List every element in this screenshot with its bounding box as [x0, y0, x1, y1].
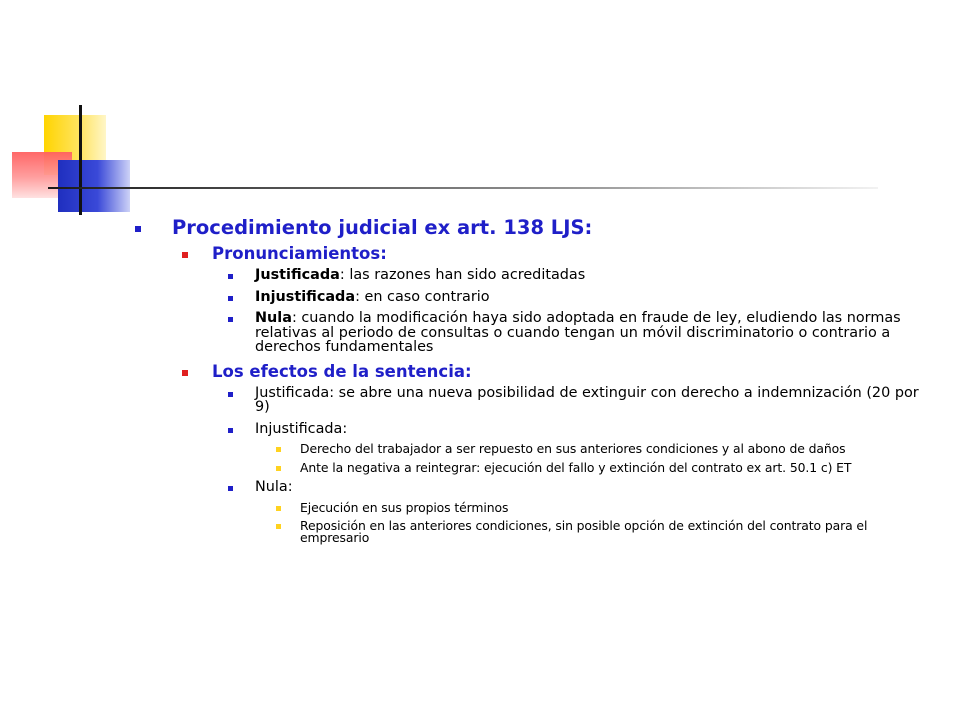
- item-term: Nula: [255, 310, 292, 326]
- section-heading: [135, 243, 935, 265]
- section-heading: [135, 361, 935, 383]
- item-text: Justificada: se abre una nueva posibilidad de extinguir con derecho a indemnización (20 por 9): [255, 384, 919, 415]
- item-text: Injustificada:: [255, 420, 348, 437]
- item-text: : cuando la modificación haya sido adoptada en fraude de ley, eludiendo las normas relativas al periodo de consultas o cuando tengan un móvil discriminatorio o contrario a derechos fundamentales: [255, 310, 901, 355]
- item-term: Injustificada: [255, 288, 356, 305]
- square-bullet-icon: [276, 506, 281, 511]
- sub-list-item: [135, 499, 935, 518]
- square-bullet-icon: [228, 428, 233, 433]
- slide-content: [135, 215, 935, 547]
- list-item: [135, 477, 935, 499]
- square-bullet-icon: [135, 226, 141, 232]
- square-bullet-icon: [228, 392, 233, 397]
- square-bullet-icon: [276, 524, 281, 529]
- title-divider-line: [48, 187, 878, 189]
- square-bullet-icon: [228, 317, 233, 322]
- square-bullet-icon: [276, 466, 281, 471]
- list-item: [135, 383, 935, 419]
- sub-list-item: [135, 517, 935, 547]
- logo-vertical-line: [79, 105, 82, 215]
- square-bullet-icon: [276, 447, 281, 452]
- list-item: [135, 287, 935, 309]
- sub-item-text: Reposición en las anteriores condiciones, sin posible opción de extinción del contrato para el empresario: [300, 518, 868, 545]
- item-term: Justificada: [255, 267, 340, 283]
- list-item: [135, 419, 935, 441]
- sub-item-text: Derecho del trabajador a ser repuesto en sus anteriores condiciones y al abono de daños: [300, 441, 846, 456]
- item-text: : en caso contrario: [355, 288, 490, 305]
- main-heading-text: Procedimiento judicial ex art. 138 LJS:: [172, 216, 593, 239]
- sub-list-item: [135, 459, 935, 478]
- square-bullet-icon: [182, 252, 188, 258]
- section-title: Los efectos de la sentencia:: [212, 361, 472, 381]
- logo-blue-square: [58, 160, 130, 212]
- item-text: Nula:: [255, 479, 293, 495]
- square-bullet-icon: [228, 296, 233, 301]
- square-bullet-icon: [182, 370, 188, 376]
- sub-list-item: [135, 440, 935, 459]
- sub-item-text: Ante la negativa a reintegrar: ejecución del fallo y extinción del contrato ex art. 50.1 c) ET: [300, 459, 852, 475]
- square-bullet-icon: [228, 486, 233, 491]
- section-title: Pronunciamientos:: [212, 244, 387, 263]
- list-item: [135, 308, 935, 359]
- sub-item-text: Ejecución en sus propios términos: [300, 499, 509, 515]
- item-text: : las razones han sido acreditadas: [339, 267, 586, 283]
- main-heading: [135, 215, 935, 241]
- list-item: [135, 265, 935, 287]
- square-bullet-icon: [228, 274, 233, 279]
